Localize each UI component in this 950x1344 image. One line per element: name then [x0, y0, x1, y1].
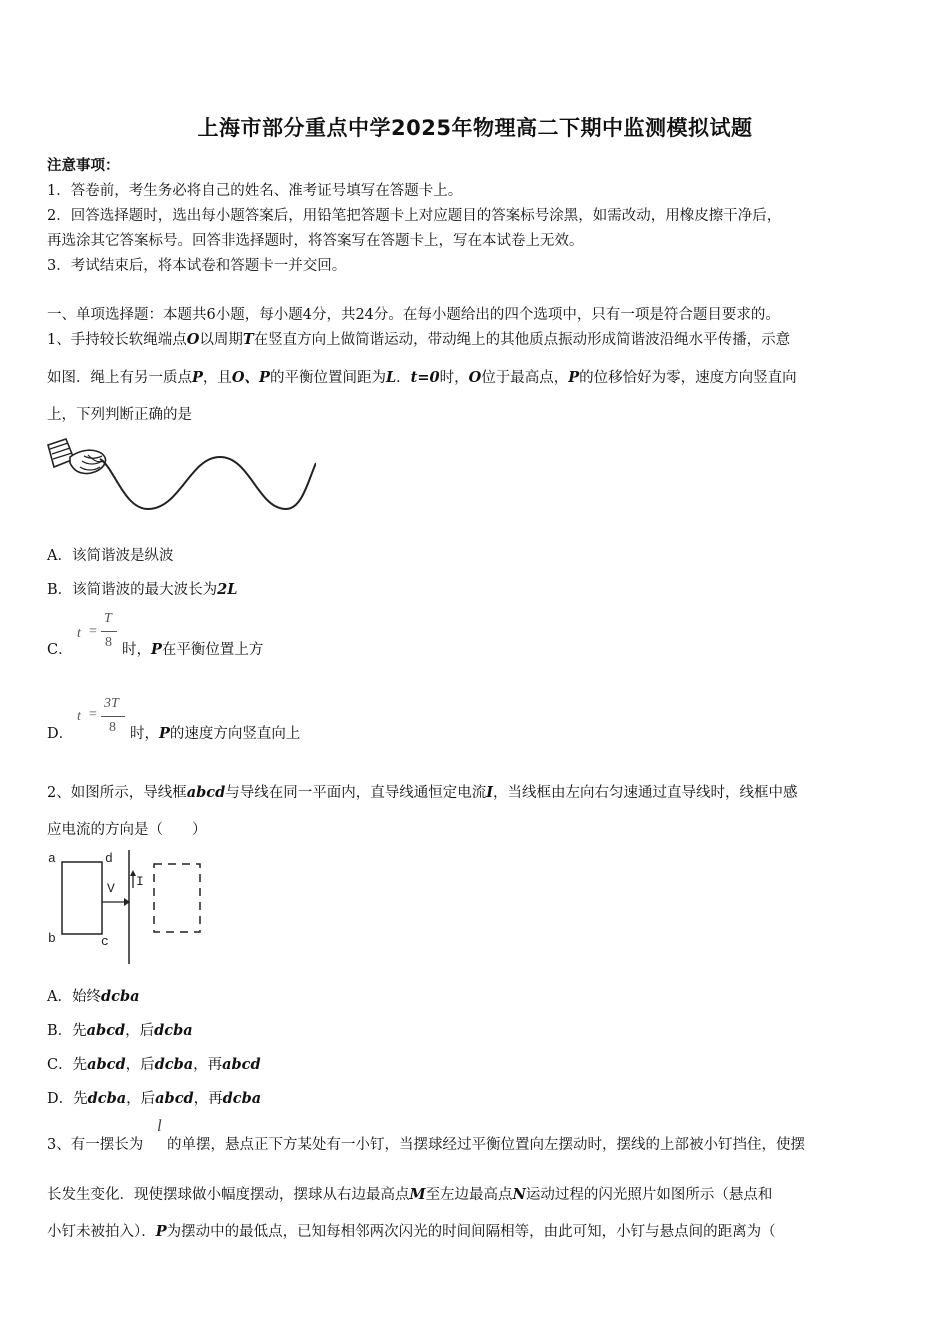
label-d: d	[105, 851, 113, 866]
q1-option-c-eq: =	[89, 624, 97, 639]
solid-loop	[62, 862, 102, 934]
rope-wave	[100, 457, 316, 509]
q3-stem-line1b: 的单摆，悬点正下方某处有一小钉，当摆球经过平衡位置向左摆动时，摆线的上部被小钉挡住，使摆	[167, 1137, 805, 1153]
notice-heading: 注意事项：	[47, 157, 120, 174]
q2-option-b[interactable]: B．先abcd，后dcba	[47, 1022, 193, 1039]
q1-option-c-den: 8	[105, 635, 112, 650]
q3-stem-line2: 长发生变化．现使摆球做小幅度摆动，摆球从右边最高点M至左边最高点N运动过程的闪光照片如图所示（悬点和	[47, 1186, 773, 1203]
q1-option-d-eq: =	[89, 707, 97, 722]
loop-wire-figure	[44, 848, 209, 968]
q1-option-b[interactable]: B．该简谐波的最大波长为2L	[47, 581, 238, 598]
q3-length-symbol: l	[157, 1116, 162, 1135]
q1-option-a[interactable]: A．该简谐波是纵波	[47, 548, 174, 564]
q2-stem-line2: 应电流的方向是（ ）	[47, 822, 207, 838]
q1-option-c-num: T	[104, 611, 112, 626]
q1-option-c-label[interactable]: C．	[47, 642, 73, 658]
dashed-loop	[154, 864, 200, 932]
notice-item: 3．考试结束后，将本试卷和答题卡一并交回。	[47, 258, 347, 274]
notice-item: 1．答卷前，考生务必将自己的姓名、准考证号填写在答题卡上。	[47, 183, 463, 199]
q1-option-d-t: t	[77, 709, 81, 724]
page-title: 上海市部分重点中学2025年物理高二下期中监测模拟试题	[197, 116, 753, 140]
q2-option-c[interactable]: C．先abcd，后dcba，再abcd	[47, 1056, 261, 1073]
label-v: V	[107, 881, 115, 896]
q2-option-d[interactable]: D．先dcba，后abcd，再dcba	[47, 1090, 262, 1107]
label-i: I	[136, 874, 144, 889]
section-heading: 一、单项选择题：本题共6小题，每小题4分，共24分。在每小题给出的四个选项中，只有一项是符合题目要求的。	[47, 307, 780, 323]
q1-stem-line1: 1、手持较长软绳端点O以周期T在竖直方向上做简谐运动，带动绳上的其他质点振动形成简谐波沿绳水平传播，示意	[47, 331, 791, 348]
fraction-bar	[101, 631, 117, 632]
q2-option-a[interactable]: A．始终dcba	[47, 988, 140, 1005]
q1-option-d-label[interactable]: D．	[47, 726, 74, 742]
label-c: c	[101, 934, 109, 949]
q1-stem-line3: 上，下列判断正确的是	[47, 407, 192, 423]
q1-stem-line2: 如图．绳上有另一质点P，且O、P的平衡位置间距为L．t=0时，O位于最高点，P的位移恰好为零，速度方向竖直向	[47, 369, 797, 386]
q1-option-d-text[interactable]: 时，P的速度方向竖直向上	[130, 725, 301, 742]
hand-icon	[48, 439, 106, 474]
q2-stem-line1: 2、如图所示，导线框abcd与导线在同一平面内，直导线通恒定电流I，当线框由左向右匀速通过直导线时，线框中感	[47, 784, 798, 801]
q3-stem-line1a: 3、有一摆长为	[47, 1137, 144, 1153]
rope-wave-figure	[44, 437, 316, 517]
fraction-bar	[101, 716, 125, 717]
q1-option-d-num: 3T	[104, 696, 119, 711]
label-a: a	[48, 851, 56, 866]
notice-item: 再选涂其它答案标号。回答非选择题时，将答案写在答题卡上，写在本试卷上无效。	[47, 233, 584, 249]
q1-option-c-t: t	[77, 626, 81, 641]
notice-item: 2．回答选择题时，选出每小题答案后，用铅笔把答题卡上对应题目的答案标号涂黑，如需改动，用橡皮擦干净后，	[47, 208, 782, 224]
q1-option-d-den: 8	[109, 720, 116, 735]
label-b: b	[48, 931, 56, 946]
q3-stem-line3: 小钉未被拍入）．P为摆动中的最低点，已知每相邻两次闪光的时间间隔相等，由此可知，小钉与悬点间的距离为（	[47, 1223, 776, 1240]
q1-option-c-text[interactable]: 时，P在平衡位置上方	[122, 641, 264, 658]
